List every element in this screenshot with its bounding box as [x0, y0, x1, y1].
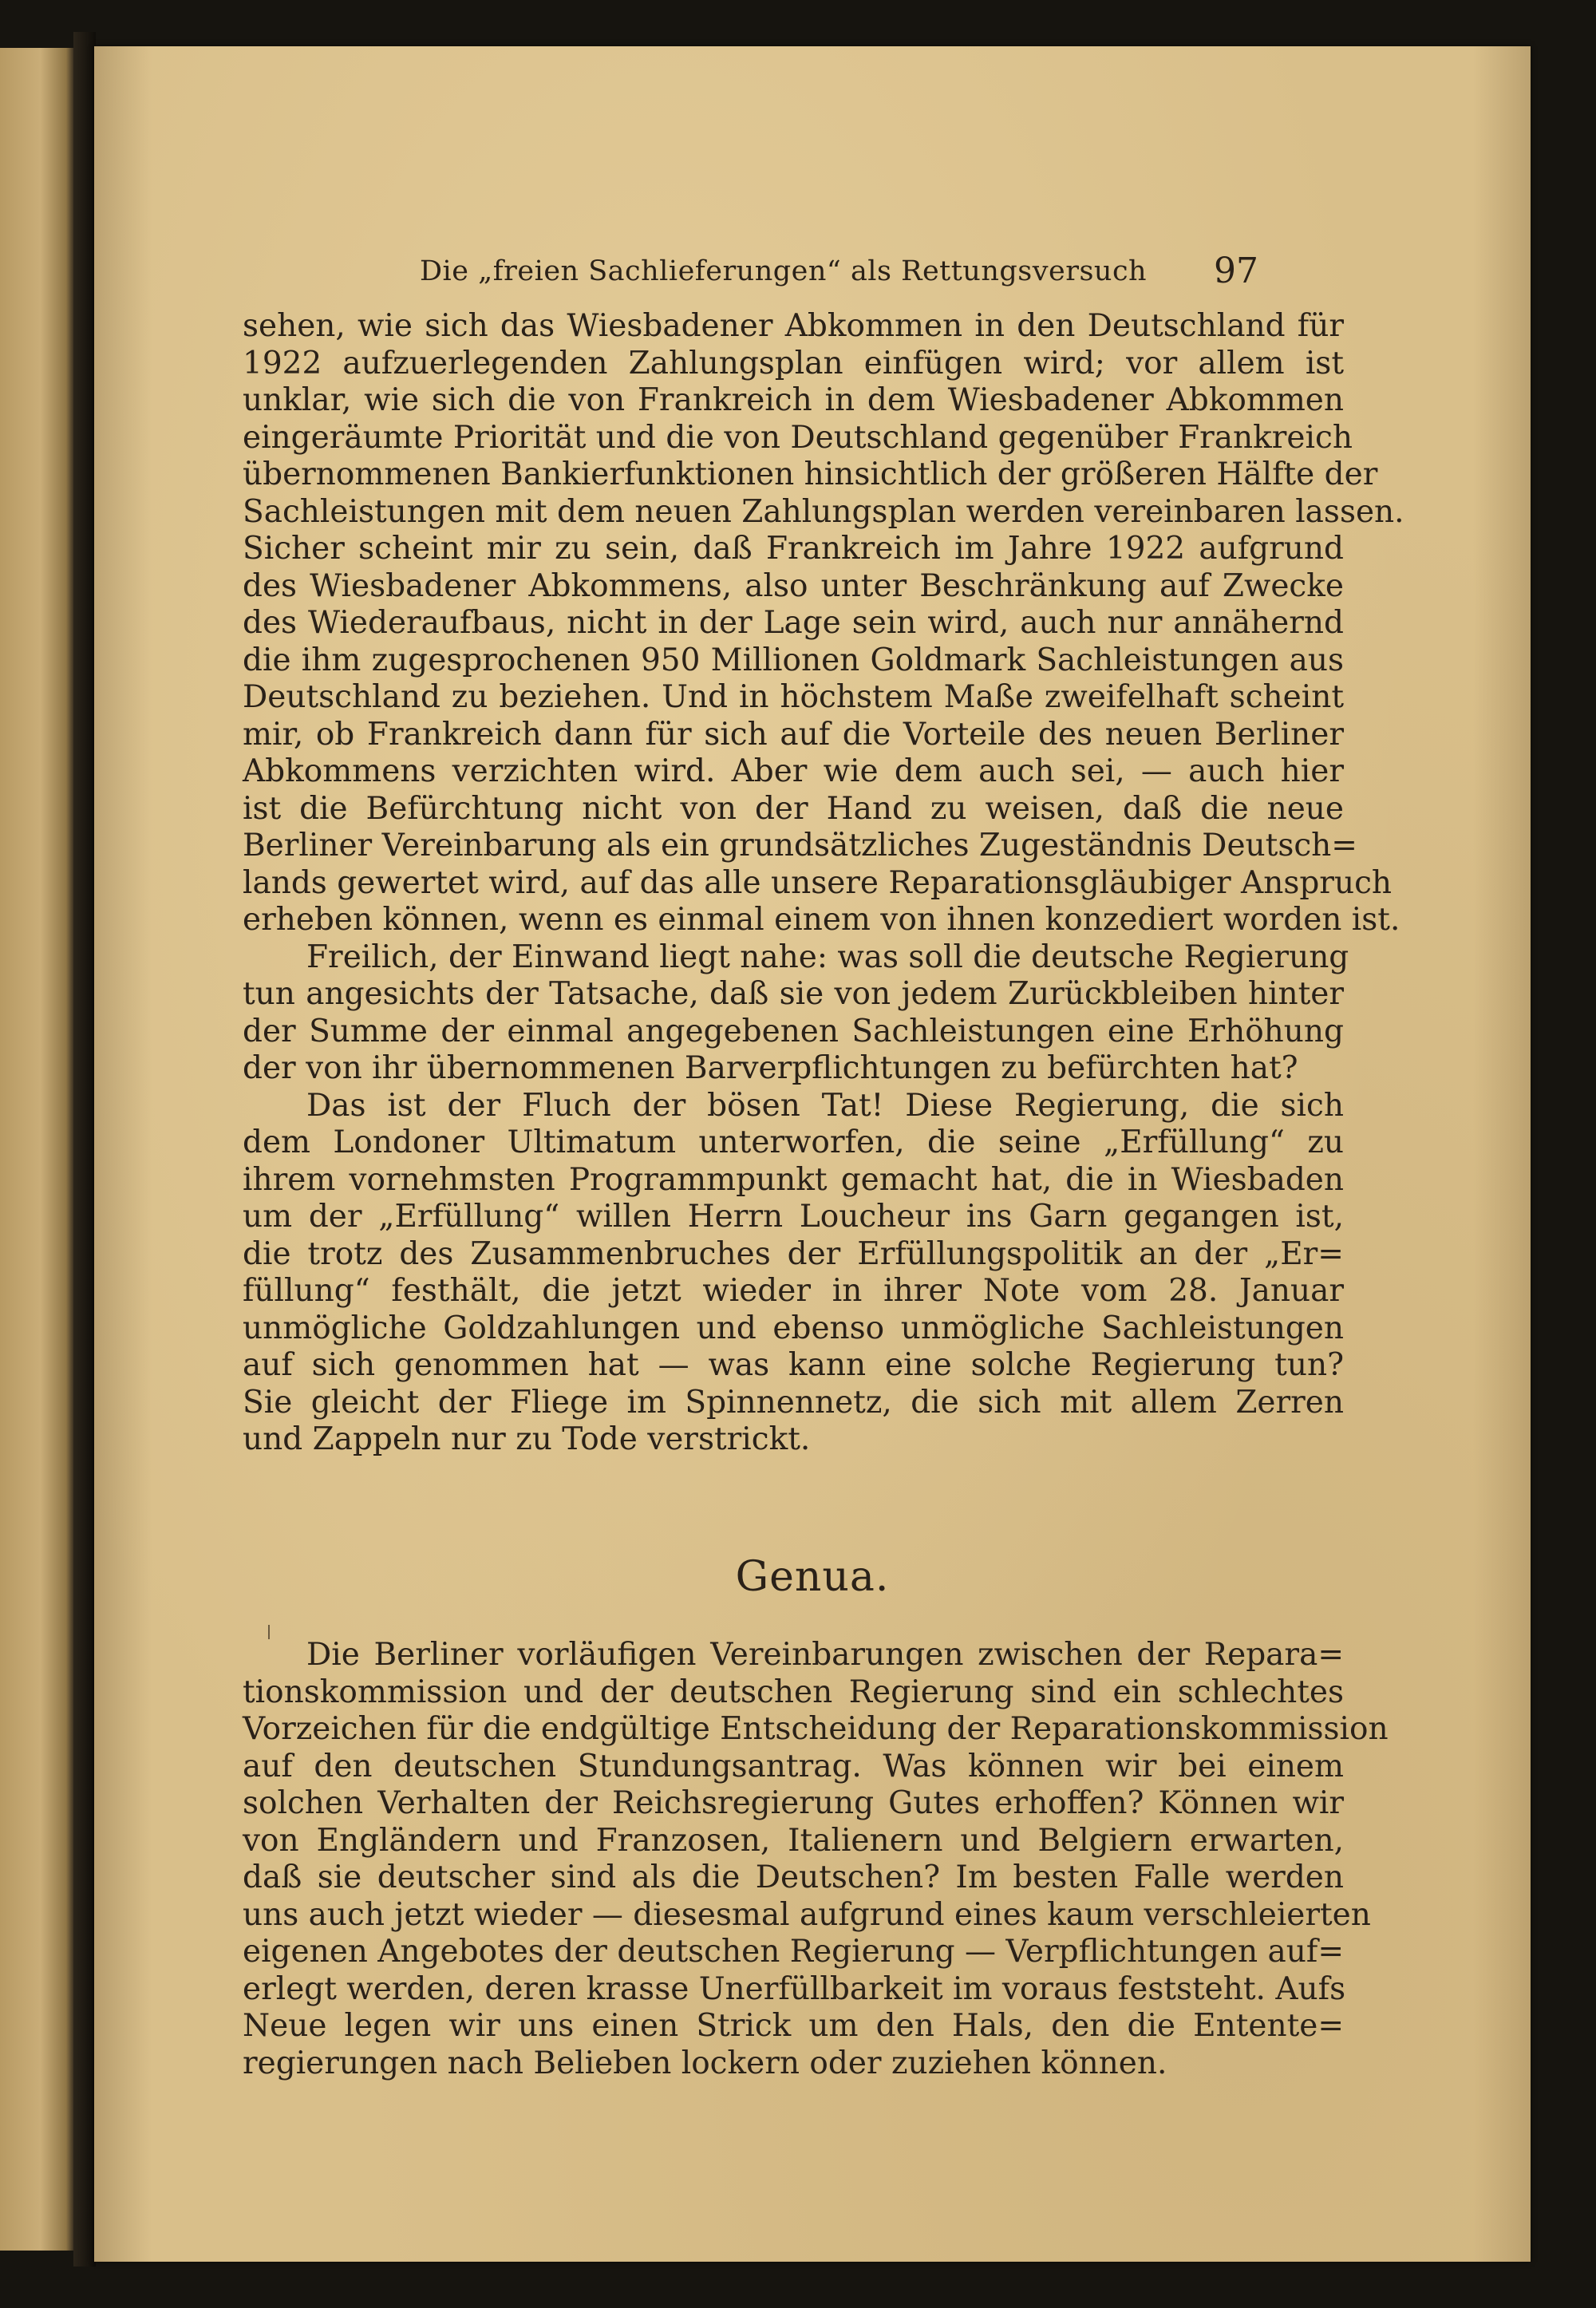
text-line: unklar, wie sich die von Frankreich in dem Wiesbadener Abkommen [243, 382, 1344, 418]
text-line: erheben können, wenn es einmal einem von ihnen konzediert worden ist. [243, 902, 1400, 938]
left-page-edge [0, 48, 73, 2251]
text-line: Die Berliner vorläufigen Vereinbarungen zwischen der Repara= [306, 1637, 1344, 1673]
paragraph [243, 1637, 1389, 2082]
text-line: auf den deutschen Stundungsantrag. Was können wir bei einem [243, 1748, 1344, 1784]
text-line: Deutschland zu beziehen. Und in höchstem Maße zweifelhaft scheint [243, 679, 1344, 715]
text-line: 1922 aufzuerlegenden Zahlungsplan einfügen wird; vor allem ist [243, 345, 1344, 381]
text-line: Sachleistungen mit dem neuen Zahlungsplan werden vereinbaren lassen. [243, 493, 1404, 530]
page-header [94, 244, 1531, 300]
text-line: erlegt werden, deren krasse Unerfüllbarkeit im voraus feststeht. Aufs [243, 1970, 1346, 2007]
text-line: regierungen nach Belieben lockern oder zuziehen können. [243, 2045, 1167, 2081]
text-line: Neue legen wir uns einen Strick um den Hals, den die Entente= [243, 2008, 1344, 2044]
text-line: um der „Erfüllung“ willen Herrn Loucheur ins Garn gegangen ist, [243, 1199, 1344, 1235]
page-number: 97 [1214, 251, 1258, 291]
book-gutter [73, 32, 96, 2267]
text-line: lands gewertet wird, auf das alle unsere Reparationsgläubiger Anspruch [243, 864, 1393, 901]
text-line: eingeräumte Priorität und die von Deutschland gegenüber Frankreich [243, 419, 1353, 456]
book-page [94, 46, 1531, 2262]
text-line: eigenen Angebotes der deutschen Regierung — Verpflichtungen auf= [243, 1934, 1345, 1970]
text-line: der Summe der einmal angegebenen Sachleistungen eine Erhöhung [243, 1013, 1344, 1049]
text-line: unmögliche Goldzahlungen und ebenso unmögliche Sachleistungen [243, 1310, 1344, 1346]
text-line: auf sich genommen hat — was kann eine solche Regierung tun? [243, 1347, 1344, 1383]
text-line: dem Londoner Ultimatum unterworfen, die seine „Erfüllung“ zu [243, 1124, 1344, 1160]
text-line: übernommenen Bankierfunktionen hinsichtlich der größeren Hälfte der [243, 456, 1378, 492]
text-line: füllung“ festhält, die jetzt wieder in ihrer Note vom 28. Januar [243, 1273, 1344, 1309]
text-line: Freilich, der Einwand liegt nahe: was soll die deutsche Regierung [306, 939, 1349, 975]
text-line: Sie gleicht der Fliege im Spinnennetz, die sich mit allem Zerren [243, 1384, 1344, 1421]
text-line: Sicher scheint mir zu sein, daß Frankreich im Jahre 1922 aufgrund [243, 531, 1344, 567]
text-line: Vorzeichen für die endgültige Entscheidung der Reparationskommission [243, 1711, 1389, 1747]
paragraph [243, 939, 1349, 1088]
text-line: tun angesichts der Tatsache, daß sie von jedem Zurückbleiben hinter [243, 976, 1344, 1012]
paragraph [243, 308, 1404, 939]
running-title: Die „freien Sachlieferungen“ als Rettungsversuch [420, 255, 1148, 287]
text-line: die ihm zugesprochenen 950 Millionen Goldmark Sachleistungen aus [243, 642, 1344, 678]
section-heading: Genua. [735, 1553, 890, 1601]
text-line: des Wiesbadener Abkommens, also unter Beschränkung auf Zwecke [243, 567, 1344, 604]
section-text-block [243, 1637, 1389, 2082]
main-text-block [243, 308, 1404, 1459]
text-line: ihrem vornehmsten Programmpunkt gemacht hat, die in Wiesbaden [243, 1161, 1344, 1198]
text-line: Das ist der Fluch der bösen Tat! Diese Regierung, die sich [306, 1087, 1344, 1124]
text-line: uns auch jetzt wieder — diesesmal aufgrund eines kaum verschleierten [243, 1896, 1371, 1933]
text-line: sehen, wie sich das Wiesbadener Abkommen in den Deutschland für [243, 308, 1344, 344]
text-line: die trotz des Zusammenbruches der Erfüllungspolitik an der „Er= [243, 1235, 1344, 1272]
text-line: ist die Befürchtung nicht von der Hand zu weisen, daß die neue [243, 790, 1344, 827]
text-line: mir, ob Frankreich dann für sich auf die Vorteile des neuen Berliner [243, 716, 1344, 753]
text-line: Abkommens verzichten wird. Aber wie dem auch sei, — auch hier [243, 753, 1344, 789]
text-line: des Wiederaufbaus, nicht in der Lage sein wird, auch nur annähernd [243, 605, 1344, 641]
text-line: der von ihr übernommenen Barverpflichtungen zu befürchten hat? [243, 1050, 1298, 1086]
text-line: tionskommission und der deutschen Regierung sind ein schlechtes [243, 1674, 1344, 1710]
text-line: von Engländern und Franzosen, Italienern und Belgiern erwarten, [243, 1822, 1344, 1859]
text-line: Berliner Vereinbarung als ein grundsätzliches Zugeständnis Deutsch= [243, 828, 1357, 864]
paragraph [243, 1088, 1344, 1459]
text-line: solchen Verhalten der Reichsregierung Gutes erhoffen? Können wir [243, 1785, 1344, 1821]
text-line: daß sie deutscher sind als die Deutschen? Im besten Falle werden [243, 1859, 1344, 1895]
text-line: und Zappeln nur zu Tode verstrickt. [243, 1421, 811, 1457]
